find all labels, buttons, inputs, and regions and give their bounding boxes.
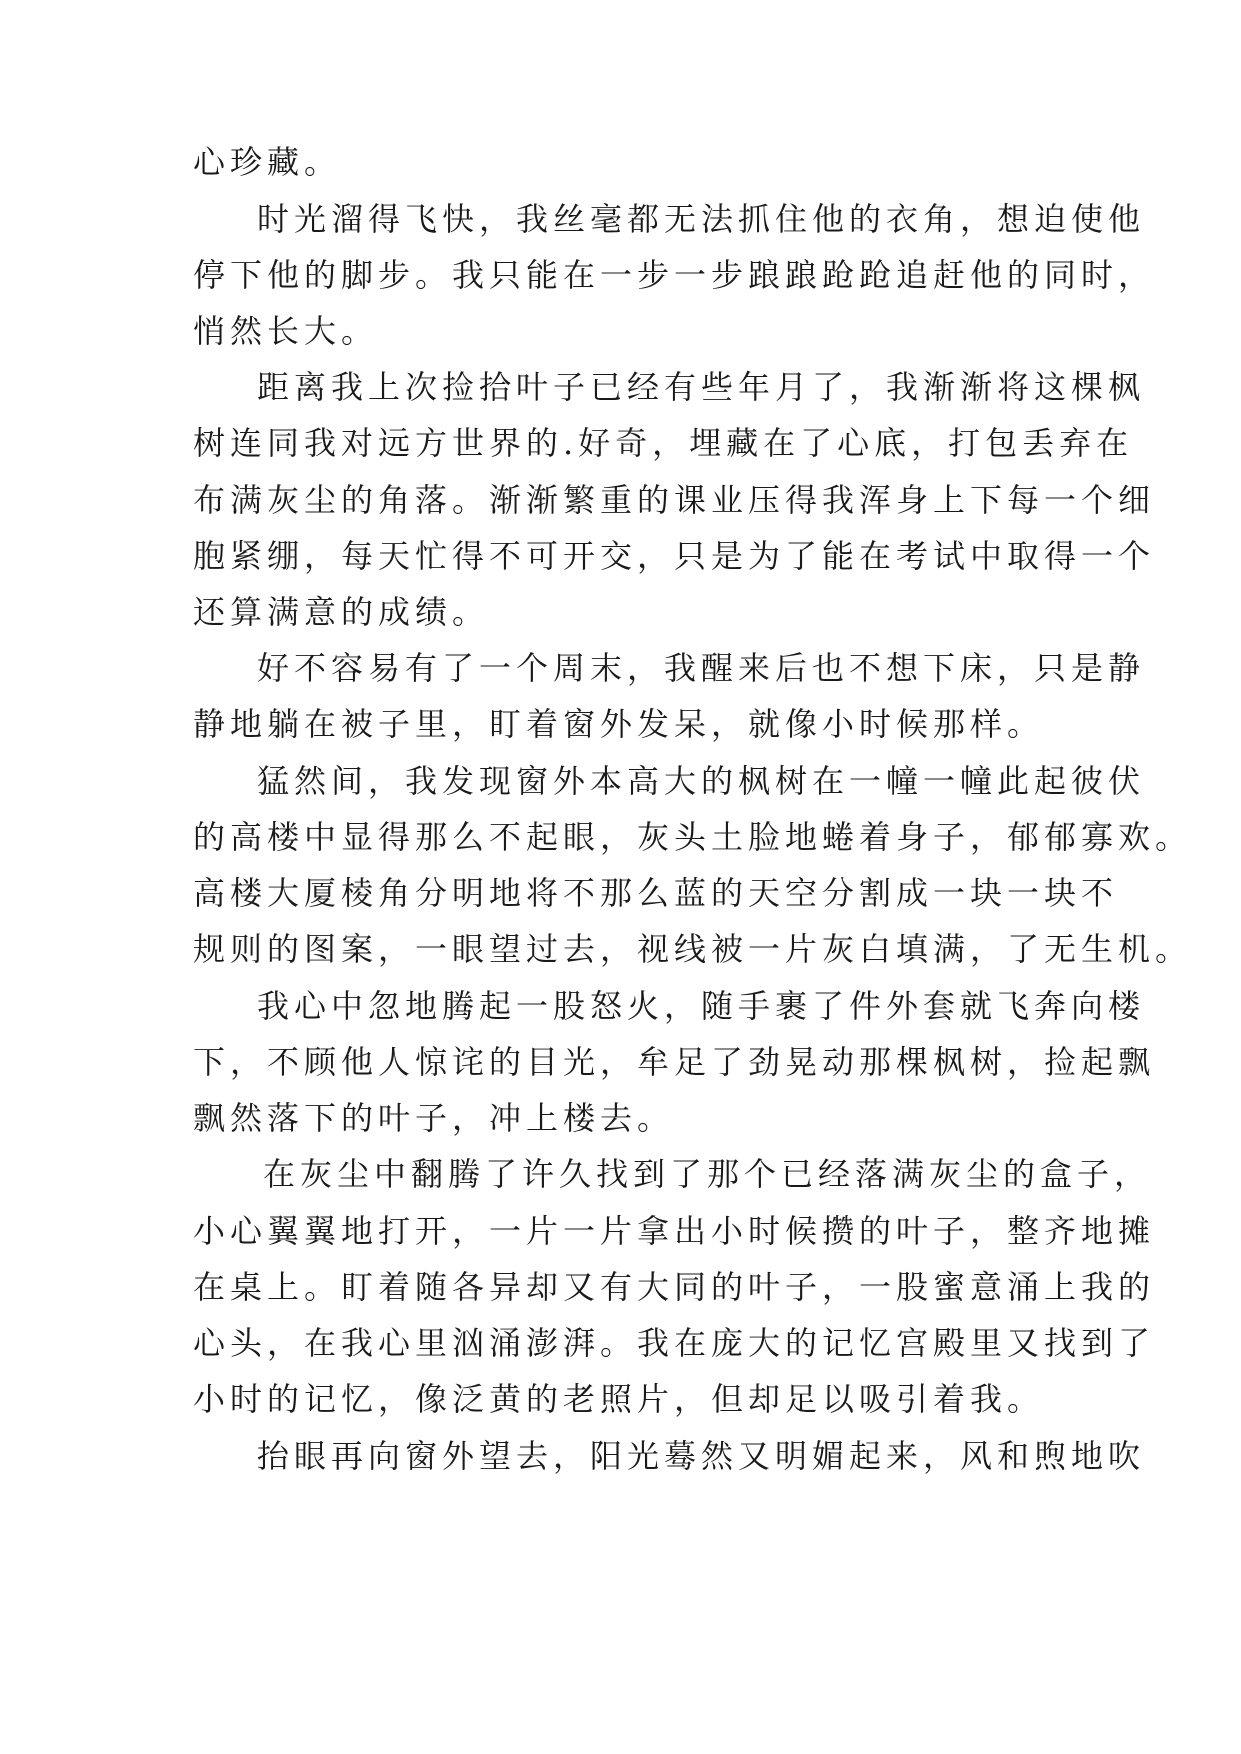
text-line: 心头，在我心里汹涌澎湃。我在庞大的记忆宫殿里又找到了 [193, 1324, 1156, 1362]
text-line: 飘然落下的叶子，冲上楼去。 [193, 1099, 675, 1137]
text-line: 悄然长大。 [193, 312, 379, 350]
text-line: 的高楼中显得那么不起眼，灰头土脸地蜷着身子，郁郁寡欢。 [193, 818, 1193, 856]
paragraph-first-line: 在灰尘中翻腾了许久找到了那个已经落满灰尘的盒子， [263, 1155, 1152, 1193]
text-line: 还算满意的成绩。 [193, 593, 490, 631]
paragraph-first-line: 好不容易有了一个周末，我醒来后也不想下床，只是静 [257, 649, 1146, 687]
text-line: 在桌上。盯着随各异却又有大同的叶子，一股蜜意涌上我的 [193, 1268, 1156, 1306]
text-line: 小时的记忆，像泛黄的老照片，但却足以吸引着我。 [193, 1380, 1045, 1418]
paragraph-first-line: 我心中忽地腾起一股怒火，随手裹了件外套就飞奔向楼 [257, 987, 1146, 1025]
text-line: 高楼大厦棱角分明地将不那么蓝的天空分割成一块一块不 [193, 874, 1119, 912]
text-line: 规则的图案，一眼望过去，视线被一片灰白填满，了无生机。 [193, 930, 1193, 968]
paragraph-first-line: 距离我上次捡拾叶子已经有些年月了，我渐渐将这棵枫 [257, 368, 1146, 406]
paragraph-first-line: 猛然间，我发现窗外本高大的枫树在一幢一幢此起彼伏 [257, 762, 1146, 800]
text-line: 布满灰尘的角落。渐渐繁重的课业压得我浑身上下每一个细 [193, 481, 1156, 519]
paragraph-first-line: 时光溜得飞快，我丝毫都无法抓住他的衣角，想迫使他 [257, 200, 1146, 238]
text-line: 心珍藏。 [193, 143, 342, 181]
text-line: 树连同我对远方世界的.好奇，埋藏在了心底，打包丢弃在 [193, 424, 1134, 462]
text-line: 停下他的脚步。我只能在一步一步踉踉跄跄追赶他的同时， [193, 256, 1156, 294]
text-line: 下，不顾他人惊诧的目光，牟足了劲晃动那棵枫树，捡起飘 [193, 1043, 1156, 1081]
text-line: 小心翼翼地打开，一片一片拿出小时候攒的叶子，整齐地摊 [193, 1212, 1156, 1250]
paragraph-first-line: 抬眼再向窗外望去，阳光蓦然又明媚起来，风和煦地吹 [257, 1437, 1146, 1475]
text-line: 静地躺在被子里，盯着窗外发呆，就像小时候那样。 [193, 705, 1045, 743]
text-line: 胞紧绷，每天忙得不可开交，只是为了能在考试中取得一个 [193, 537, 1156, 575]
